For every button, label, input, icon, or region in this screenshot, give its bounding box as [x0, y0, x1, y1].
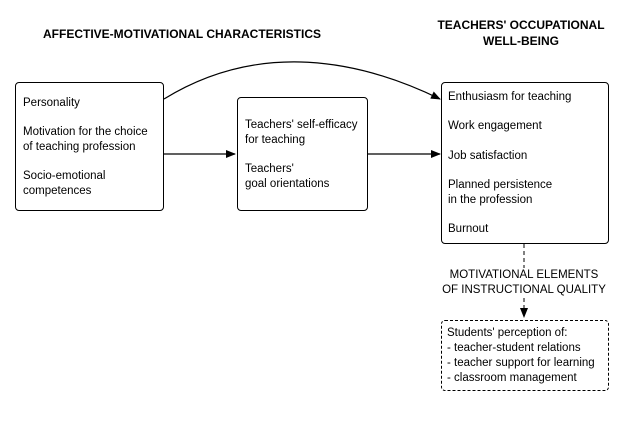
- item-motivation-choice: Motivation for the choice of teaching profession: [23, 126, 148, 153]
- item-classroom-management: - classroom management: [447, 372, 577, 384]
- box-self-efficacy: [237, 97, 368, 211]
- item-burnout: Burnout: [448, 223, 489, 235]
- heading-affective-motivational: AFFECTIVE-MOTIVATIONAL CHARACTERISTICS: [43, 27, 321, 41]
- item-teacher-student-relations: - teacher-student relations: [447, 342, 581, 354]
- item-teacher-support: - teacher support for learning: [447, 357, 595, 369]
- label-motivational-elements: MOTIVATIONAL ELEMENTS OF INSTRUCTIONAL QUALITY: [442, 269, 606, 296]
- item-students-perception-heading: Students' perception of:: [447, 327, 568, 339]
- item-self-efficacy: Teachers' self-efficacy for teaching: [245, 119, 358, 146]
- item-work-engagement: Work engagement: [448, 120, 542, 132]
- item-planned-persistence: Planned persistence in the profession: [448, 179, 553, 206]
- curved-arrow-characteristics-to-wellbeing: [164, 62, 440, 99]
- item-job-satisfaction: Job satisfaction: [448, 150, 528, 162]
- item-socio-emotional: Socio-emotional competences: [23, 170, 106, 197]
- item-enthusiasm: Enthusiasm for teaching: [448, 91, 572, 103]
- item-personality: Personality: [23, 97, 80, 109]
- item-goal-orientations: Teachers' goal orientations: [245, 163, 330, 190]
- heading-occupational-wellbeing: TEACHERS' OCCUPATIONAL WELL-BEING: [437, 18, 605, 48]
